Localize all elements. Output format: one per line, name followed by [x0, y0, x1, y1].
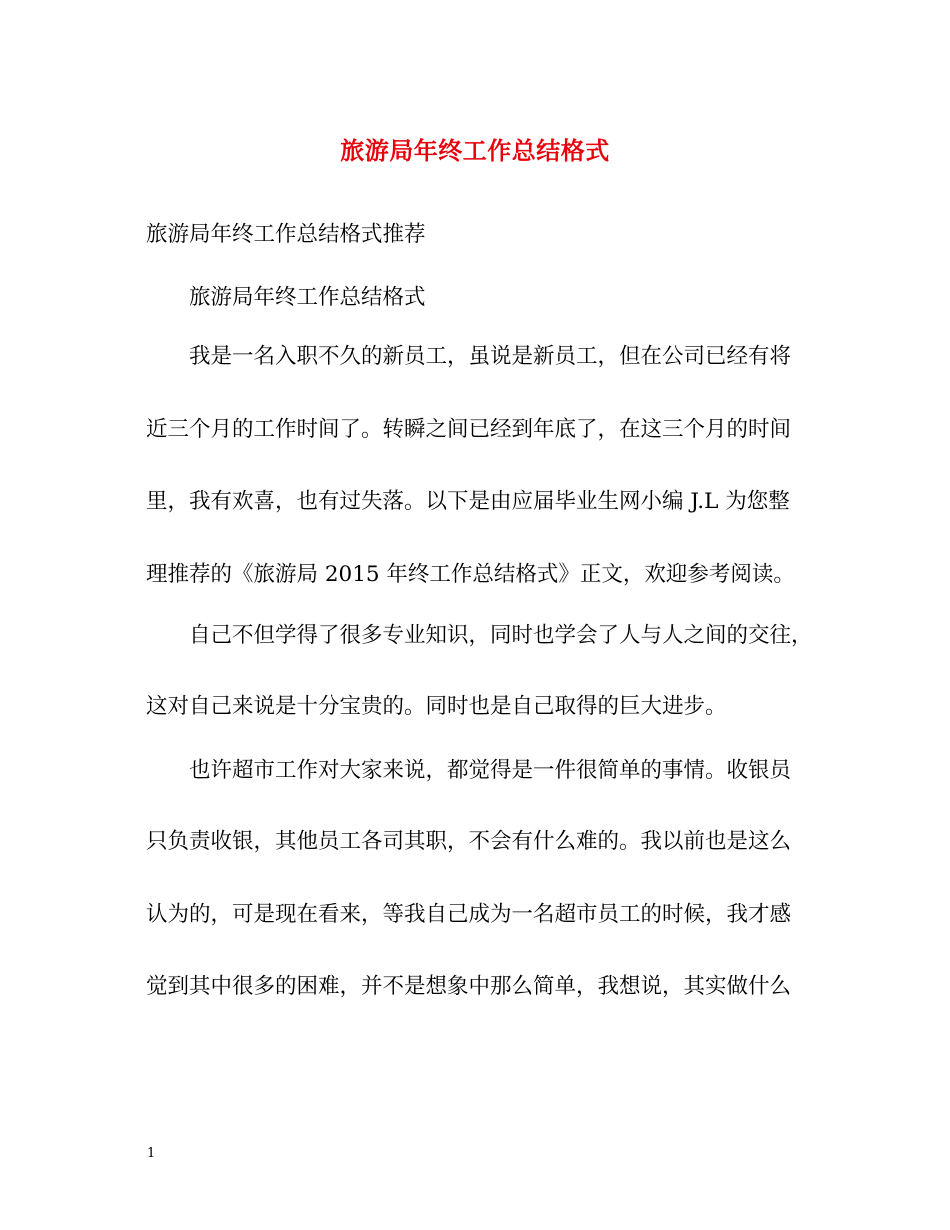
paragraph-line: 觉到其中很多的困难，并不是想象中那么简单，我想说，其实做什么 [146, 974, 792, 999]
document-subtitle: 旅游局年终工作总结格式推荐 [146, 222, 426, 247]
paragraph-line: 里，我有欢喜，也有过失落。以下是由应届毕业生网小编 J.L 为您整 [146, 489, 790, 514]
paragraph-line: 我是一名入职不久的新员工，虽说是新员工，但在公司已经有将 [189, 344, 792, 369]
paragraph-line: 近三个月的工作时间了。转瞬之间已经到年底了，在这三个月的时间 [146, 417, 792, 442]
paragraph-line: 理推荐的《旅游局 2015 年终工作总结格式》正文，欢迎参考阅读。 [146, 562, 795, 587]
document-title: 旅游局年终工作总结格式 [340, 136, 610, 165]
section-heading: 旅游局年终工作总结格式 [189, 285, 426, 310]
page-number: 1 [147, 1146, 156, 1161]
paragraph-line: 只负责收银，其他员工各司其职，不会有什么难的。我以前也是这么 [146, 829, 792, 854]
paragraph-line: 认为的，可是现在看来，等我自己成为一名超市员工的时候，我才感 [146, 902, 792, 927]
paragraph-line: 这对自己来说是十分宝贵的。同时也是自己取得的巨大进步。 [146, 694, 727, 719]
paragraph-line: 自己不但学得了很多专业知识，同时也学会了人与人之间的交往， [189, 623, 813, 648]
paragraph-line: 也许超市工作对大家来说，都觉得是一件很简单的事情。收银员 [189, 758, 792, 783]
